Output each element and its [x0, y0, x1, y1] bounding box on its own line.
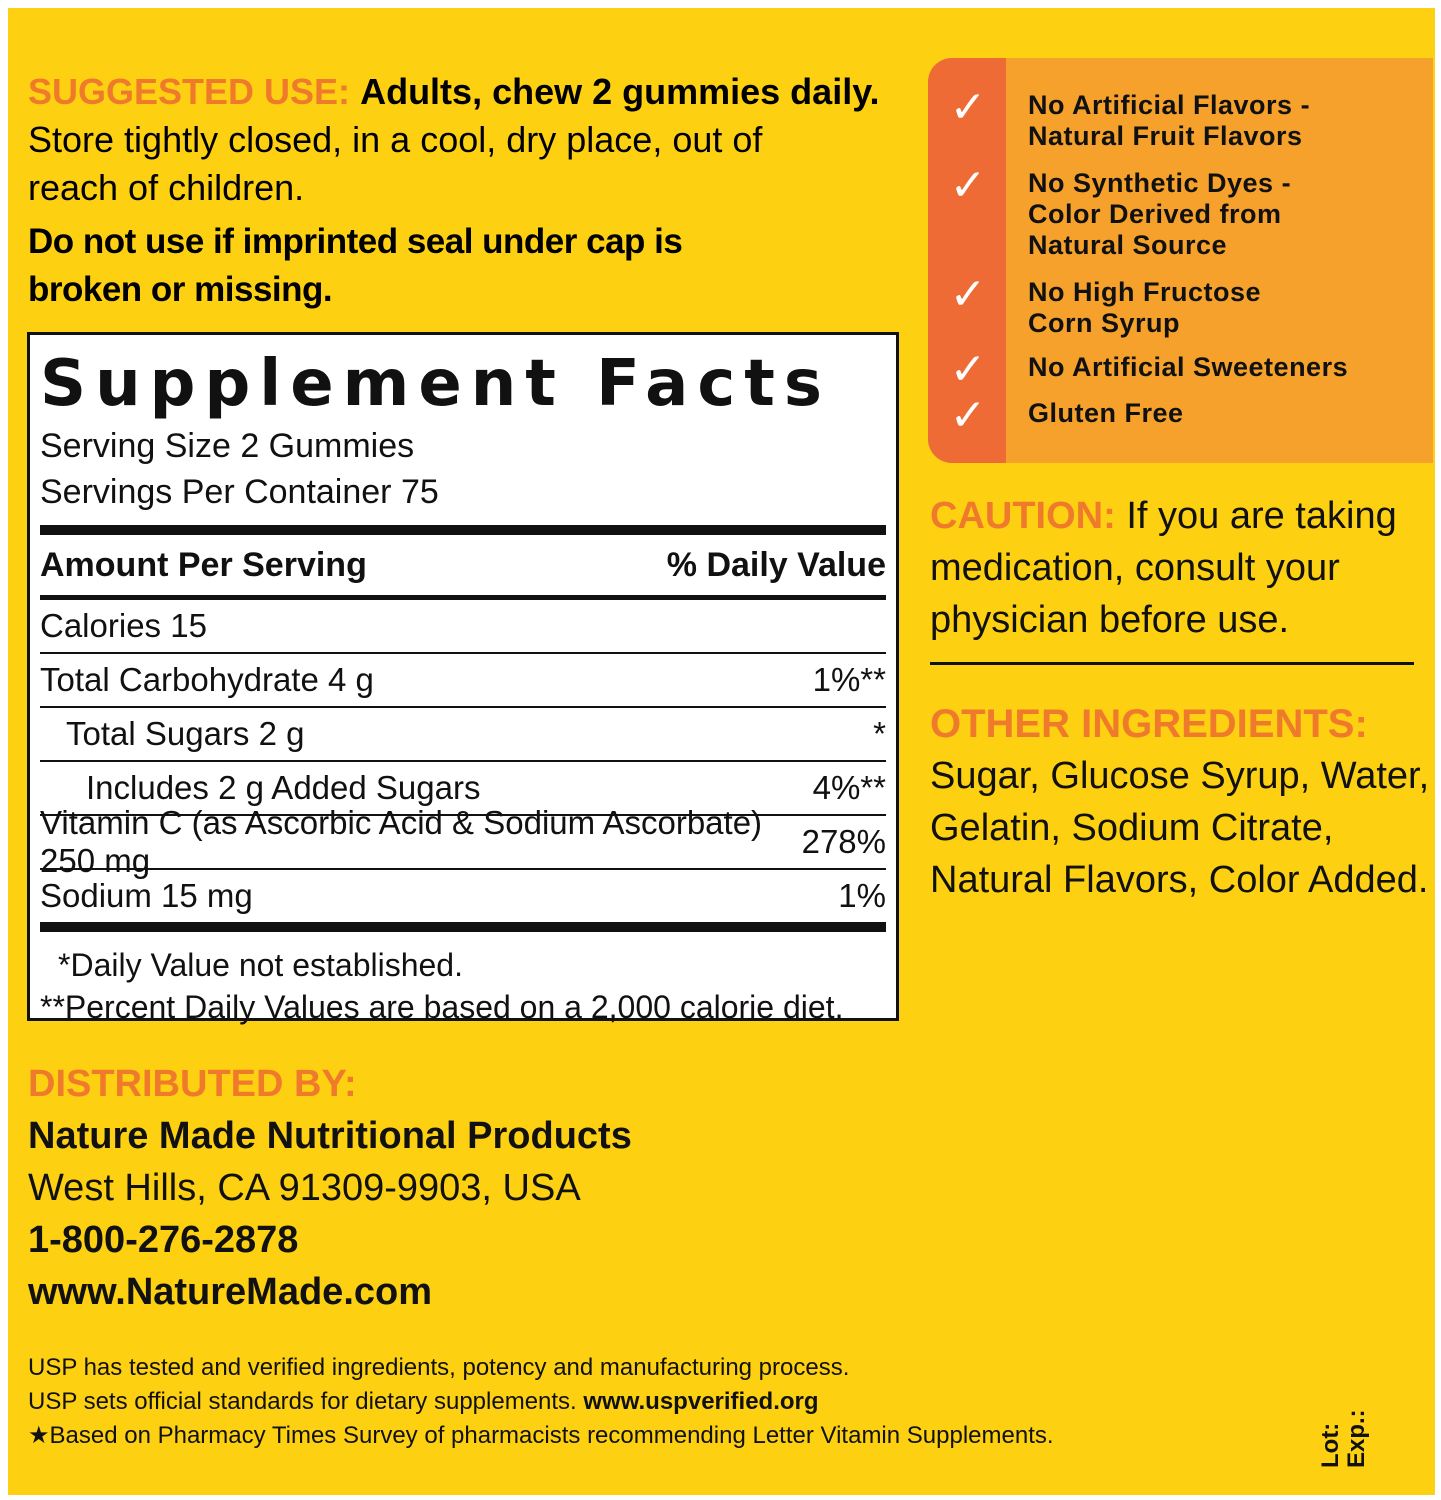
- nutrient-dv: *: [873, 715, 886, 752]
- nutrient-row-calories: [40, 600, 886, 654]
- claim-text: No Artificial Sweeteners: [1028, 352, 1349, 382]
- nutrient-name: Includes 2 g Added Sugars: [86, 769, 481, 806]
- checkmark-icon: ✓: [949, 390, 987, 441]
- lot-label: Lot:: [1317, 1422, 1344, 1468]
- exp-label: Exp.:: [1343, 1409, 1370, 1468]
- lot-exp-area: [1318, 1388, 1408, 1468]
- caution-label: CAUTION:: [930, 495, 1116, 537]
- other-ingredients-text: Sugar, Glucose Syrup, Water, Gelatin, Sodium Citrate, Natural Flavors, Color Added.: [930, 755, 1430, 901]
- distributed-by-section: [28, 1058, 728, 1318]
- claim-text: No Synthetic Dyes - Color Derived from Natural Source: [1028, 168, 1292, 260]
- footnote-daily-value: *Daily Value not established.: [58, 947, 463, 983]
- servings-per-container: Servings Per Container 75: [40, 473, 439, 511]
- nutrient-name: Sodium 15 mg: [40, 877, 253, 914]
- nutrient-name: Total Sugars 2 g: [66, 715, 305, 752]
- usp-line-1: USP has tested and verified ingredients, potency and manufacturing process.: [28, 1354, 850, 1381]
- storage-instructions: Store tightly closed, in a cool, dry place, out of reach of children.: [28, 119, 763, 208]
- facts-footnotes: [40, 932, 886, 1028]
- usp-line-2-text: USP sets official standards for dietary supplements.: [28, 1388, 577, 1415]
- supplement-facts-box: [27, 332, 899, 1025]
- distributed-by-label: DISTRIBUTED BY:: [28, 1063, 357, 1105]
- claim-text: No Artificial Flavors - Natural Fruit Flavors: [1028, 90, 1311, 151]
- label-panel: [8, 8, 1435, 1495]
- seal-warning: Do not use if imprinted seal under cap is broken or missing.: [28, 222, 683, 309]
- footnote-percent-daily: **Percent Daily Values are based on a 2,000 calorie diet.: [40, 989, 844, 1025]
- distributor-website: www.NatureMade.com: [28, 1271, 433, 1313]
- suggested-use-section: [28, 68, 908, 314]
- facts-divider-bottom: [40, 922, 886, 932]
- other-ingredients-label: OTHER INGREDIENTS:: [930, 702, 1368, 746]
- usp-line-3: ★Based on Pharmacy Times Survey of pharmacists recommending Letter Vitamin Supplements.: [28, 1422, 1054, 1449]
- distributor-phone: 1-800-276-2878: [28, 1219, 299, 1261]
- nutrient-dv: 4%**: [812, 769, 886, 806]
- section-divider: [930, 662, 1414, 665]
- nutrient-row-carbohydrate: [40, 654, 886, 708]
- facts-divider-thick: [40, 525, 886, 535]
- usp-statement: [28, 1351, 1128, 1453]
- nutrient-dv: 1%**: [812, 661, 886, 698]
- usp-line-2: [28, 1385, 1128, 1419]
- caution-section: [930, 490, 1430, 646]
- nutrient-row-vitamin-c: [40, 804, 886, 879]
- supplement-facts-title: Supplement Facts: [40, 347, 831, 421]
- claim-text: No High Fructose Corn Syrup: [1028, 277, 1262, 338]
- checkmark-icon: ✓: [949, 160, 987, 211]
- distributor-company: Nature Made Nutritional Products: [28, 1115, 632, 1157]
- checkmark-icon: ✓: [949, 82, 987, 133]
- nutrient-name: Calories 15: [40, 607, 207, 644]
- amount-per-serving-header: Amount Per Serving: [40, 545, 367, 584]
- claim-text: Gluten Free: [1028, 398, 1184, 428]
- suggested-use-label: SUGGESTED USE:: [28, 71, 351, 112]
- claims-checklist: [928, 58, 1433, 463]
- nutrient-dv: 1%: [838, 877, 886, 914]
- nutrient-dv: 278%: [801, 823, 886, 860]
- suggested-use-instruction: Adults, chew 2 gummies daily.: [360, 71, 880, 112]
- nutrient-name: Vitamin C (as Ascorbic Acid & Sodium Ascorbate) 250 mg: [40, 804, 763, 879]
- serving-size: Serving Size 2 Gummies: [40, 427, 415, 465]
- caution-text: If you are taking medication, consult your physician before use.: [930, 495, 1397, 641]
- nutrient-row-total-sugars: [40, 708, 886, 762]
- nutrient-name: Total Carbohydrate 4 g: [40, 661, 374, 698]
- facts-header-row: [40, 535, 886, 600]
- checkmark-icon: ✓: [949, 269, 987, 320]
- daily-value-header: % Daily Value: [666, 545, 886, 584]
- distributor-address: West Hills, CA 91309-9903, USA: [28, 1167, 581, 1209]
- other-ingredients-section: [930, 698, 1430, 906]
- checkmark-icon: ✓: [949, 344, 987, 395]
- usp-url: www.uspverified.org: [583, 1388, 819, 1415]
